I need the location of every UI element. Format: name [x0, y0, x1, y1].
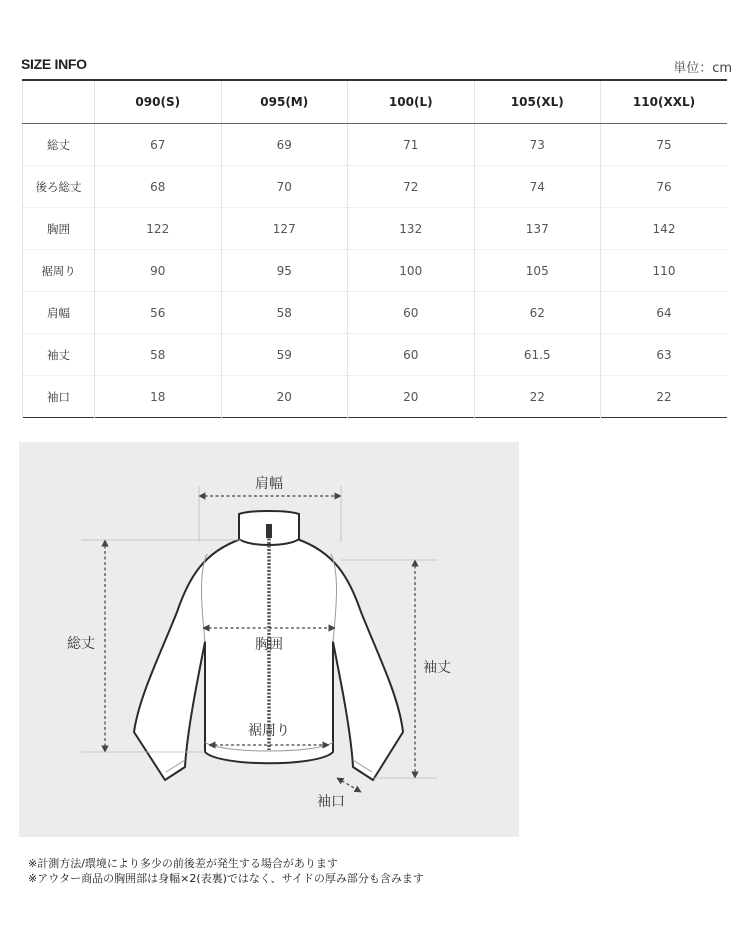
table-cell: 95 [221, 250, 348, 292]
table-cell: 71 [348, 124, 475, 166]
size-table-header-row [23, 80, 728, 124]
table-cell: 90 [95, 250, 222, 292]
row-label: 総丈 [23, 124, 95, 166]
size-column-header: 100(L) [348, 80, 475, 124]
table-cell: 67 [95, 124, 222, 166]
row-label: 後ろ総丈 [23, 166, 95, 208]
table-cell: 63 [601, 334, 728, 376]
table-cell: 110 [601, 250, 728, 292]
table-cell: 64 [601, 292, 728, 334]
table-cell: 62 [474, 292, 601, 334]
table-cell: 61.5 [474, 334, 601, 376]
table-cell: 73 [474, 124, 601, 166]
table-cell: 56 [95, 292, 222, 334]
size-column-header: 095(M) [221, 80, 348, 124]
table-cell: 20 [221, 376, 348, 418]
table-row [23, 376, 728, 418]
table-cell: 122 [95, 208, 222, 250]
label-shoulder: 肩幅 [255, 476, 283, 492]
label-sleeve: 袖丈 [423, 660, 451, 676]
table-cell: 22 [474, 376, 601, 418]
notes [28, 856, 424, 886]
table-cell: 142 [601, 208, 728, 250]
row-label: 袖口 [23, 376, 95, 418]
jacket-illustration [19, 442, 519, 837]
table-cell: 74 [474, 166, 601, 208]
size-table [22, 79, 727, 418]
table-cell: 18 [95, 376, 222, 418]
table-cell: 137 [474, 208, 601, 250]
table-cell: 59 [221, 334, 348, 376]
table-cell: 105 [474, 250, 601, 292]
table-cell: 76 [601, 166, 728, 208]
row-label: 袖丈 [23, 334, 95, 376]
table-row [23, 250, 728, 292]
table-cell: 60 [348, 334, 475, 376]
label-hem: 裾周り [248, 723, 290, 739]
measurement-diagram [19, 442, 519, 837]
page-title: SIZE INFO [21, 56, 87, 72]
table-row [23, 166, 728, 208]
label-length: 総丈 [67, 636, 95, 652]
note-line: ※アウター商品の胸囲部は身幅×2(表裏)ではなく、サイドの厚み部分も含みます [28, 872, 424, 885]
header-corner-cell [23, 80, 95, 124]
table-cell: 60 [348, 292, 475, 334]
row-label: 胸囲 [23, 208, 95, 250]
table-cell: 20 [348, 376, 475, 418]
size-column-header: 090(S) [95, 80, 222, 124]
table-row [23, 334, 728, 376]
label-cuff: 袖口 [317, 794, 345, 810]
table-cell: 75 [601, 124, 728, 166]
table-cell: 22 [601, 376, 728, 418]
table-cell: 127 [221, 208, 348, 250]
table-cell: 58 [95, 334, 222, 376]
table-cell: 58 [221, 292, 348, 334]
size-column-header: 105(XL) [474, 80, 601, 124]
table-cell: 68 [95, 166, 222, 208]
row-label: 肩幅 [23, 292, 95, 334]
table-cell: 72 [348, 166, 475, 208]
table-row [23, 208, 728, 250]
table-cell: 100 [348, 250, 475, 292]
unit-label: 単位：cm [673, 61, 732, 76]
row-label: 裾周り [23, 250, 95, 292]
table-cell: 70 [221, 166, 348, 208]
table-row [23, 124, 728, 166]
table-cell: 69 [221, 124, 348, 166]
table-row [23, 292, 728, 334]
size-column-header: 110(XXL) [601, 80, 728, 124]
table-cell: 132 [348, 208, 475, 250]
note-line: ※計測方法/環境により多少の前後差が発生する場合があります [28, 857, 338, 870]
label-chest: 胸囲 [255, 637, 283, 653]
